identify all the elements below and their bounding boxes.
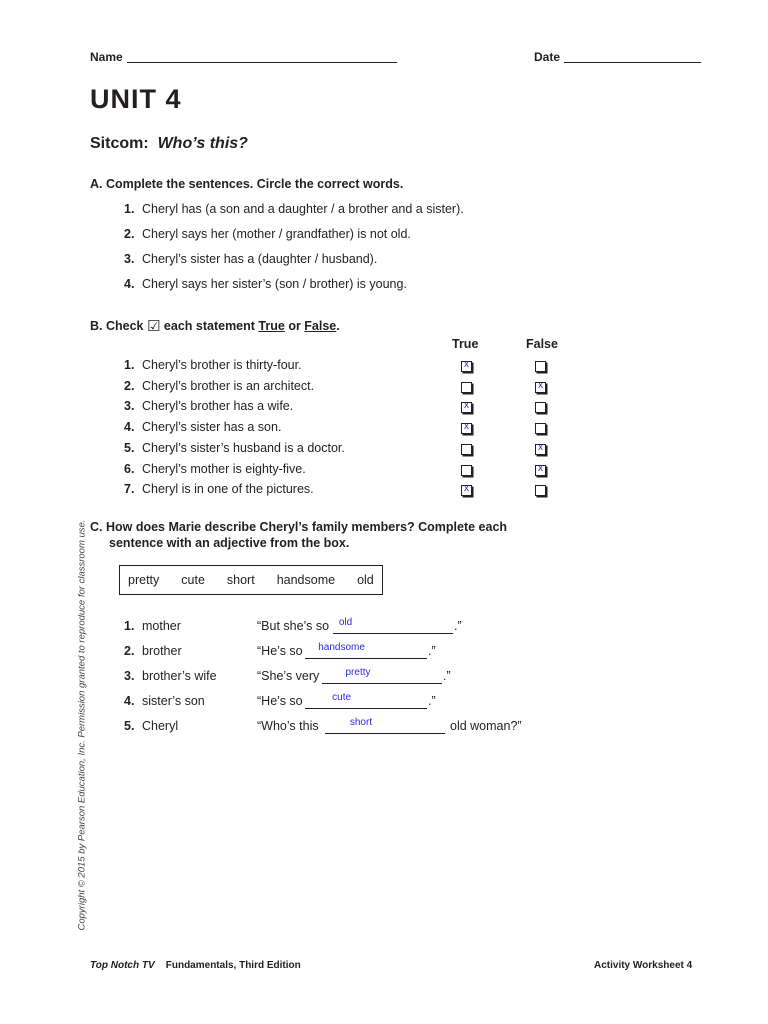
checkbox-false[interactable]: [535, 379, 546, 393]
answer-blank[interactable]: [333, 633, 453, 634]
sentence-end: .”: [443, 669, 451, 683]
name-label: Name: [90, 50, 123, 64]
item-text: Cheryl’s brother is thirty-four.: [142, 358, 302, 372]
item-number: 2.: [124, 227, 135, 241]
section-a-item: [124, 227, 411, 241]
copyright-notice: Copyright © 2015 by Pearson Education, Inc. Permission granted to reproduce for classroom use.: [76, 519, 88, 931]
handwritten-answer: handsome: [318, 642, 365, 653]
sentence-start: “But she’s so: [257, 619, 330, 633]
section-c-heading: C. How does Marie describe Cheryl’s family members? Complete each sentence with an adjective from the box.: [90, 520, 508, 550]
item-number: 4.: [124, 420, 135, 435]
checkbox-true[interactable]: [461, 444, 472, 455]
sentence-start: “Who’s this: [257, 719, 319, 733]
family-member: [124, 644, 182, 658]
column-false-header: False: [526, 337, 558, 351]
unit-title: UNIT 4: [90, 84, 182, 114]
item-text: Cheryl is in one of the pictures.: [142, 482, 314, 497]
sentence-start: “He’s so: [257, 694, 303, 708]
check-mark: x: [538, 379, 543, 391]
sentence-end: .”: [454, 619, 462, 633]
item-text: Cheryl’s sister’s husband is a doctor.: [142, 440, 345, 455]
check-mark: x: [464, 483, 469, 495]
handwritten-answer: cute: [332, 692, 352, 703]
checkbox-false[interactable]: [535, 423, 546, 434]
sitcom-label: Sitcom:: [90, 135, 149, 152]
section-b-heading: B. Check ☑ each statement True or False.: [90, 318, 340, 335]
check-mark: x: [538, 462, 543, 474]
family-member: [124, 694, 205, 708]
checkbox-false[interactable]: [535, 402, 546, 413]
sentence-end: .”: [428, 644, 436, 658]
check-mark: x: [538, 441, 543, 453]
family-member: [124, 619, 181, 633]
word-option: pretty: [128, 573, 160, 587]
answer-blank[interactable]: [305, 708, 427, 709]
item-text: Cheryl’s sister has a (daughter / husband).: [142, 252, 378, 266]
item-number: 7.: [124, 482, 135, 497]
item-number: 5.: [124, 440, 135, 455]
section-b-item: [124, 399, 293, 413]
handwritten-answer: pretty: [345, 667, 371, 678]
item-number: 6.: [124, 461, 135, 476]
family-member: [124, 719, 178, 733]
word-option: old: [357, 573, 374, 587]
section-a-item: [124, 277, 407, 291]
item-text: Cheryl’s brother is an architect.: [142, 378, 315, 393]
checkbox-false[interactable]: [535, 462, 546, 476]
item-number: 4.: [124, 694, 135, 708]
section-a-item: [124, 202, 464, 216]
section-b-item: [124, 379, 314, 393]
item-number: 4.: [124, 277, 135, 291]
answer-blank[interactable]: [325, 733, 445, 734]
item-number: 3.: [124, 669, 135, 683]
handwritten-answer: short: [349, 717, 373, 728]
answer-blank[interactable]: [305, 658, 427, 659]
handwritten-answer: old: [338, 617, 353, 628]
answer-blank[interactable]: [322, 683, 442, 684]
section-b-item: [124, 420, 281, 434]
item-number: 3.: [124, 399, 135, 414]
item-number: 1.: [124, 619, 135, 633]
item-text: Cheryl has (a son and a daughter / a brother and a sister).: [142, 202, 464, 216]
word-option: cute: [181, 573, 205, 587]
item-number: 1.: [124, 202, 135, 216]
sentence-end: .”: [428, 694, 436, 708]
item-number: 3.: [124, 252, 135, 266]
checkbox-true[interactable]: [461, 465, 472, 476]
item-number: 2.: [124, 644, 135, 658]
name-field[interactable]: [127, 62, 397, 63]
date-field[interactable]: [564, 62, 701, 63]
item-text: Cheryl says her (mother / grandfather) is not old.: [142, 227, 411, 241]
section-b-item: [124, 462, 306, 476]
item-text: Cheryl’s sister has a son.: [142, 420, 282, 435]
check-mark: x: [464, 400, 469, 412]
section-b-item: [124, 358, 302, 372]
item-number: 5.: [124, 719, 135, 733]
footer-worksheet: Activity Worksheet 4: [594, 960, 693, 971]
checkbox-checked-icon: ☑: [146, 318, 161, 335]
section-b-item: [124, 441, 345, 455]
checkbox-false[interactable]: [535, 485, 546, 496]
checkbox-true[interactable]: [461, 402, 472, 413]
member-name: mother: [142, 619, 181, 633]
sitcom-title: [90, 135, 248, 153]
word-box: [119, 565, 383, 595]
section-a-item: [124, 252, 377, 266]
sentence-start: “She’s very: [257, 669, 320, 683]
check-mark: x: [464, 421, 469, 433]
member-name: brother: [142, 644, 182, 658]
section-a-heading: A. Complete the sentences. Circle the correct words.: [90, 177, 404, 191]
checkbox-true[interactable]: [461, 423, 472, 434]
column-true-header: True: [452, 337, 479, 351]
footer-series: Top Notch TV Fundamentals, Third Edition: [90, 960, 301, 971]
member-name: sister’s son: [142, 694, 205, 708]
item-number: 2.: [124, 378, 135, 393]
item-number: 1.: [124, 358, 135, 372]
sentence-end: old woman?”: [450, 719, 522, 733]
checkbox-true[interactable]: [461, 361, 472, 372]
word-option: short: [226, 573, 255, 587]
member-name: Cheryl: [142, 719, 179, 733]
checkbox-true[interactable]: [461, 382, 472, 393]
section-b-item: [124, 482, 314, 496]
family-member: [124, 669, 217, 683]
sentence-start: “He’s so: [257, 644, 303, 658]
checkbox-true[interactable]: [461, 485, 472, 496]
item-text: Cheryl says her sister’s (son / brother) is young.: [142, 277, 407, 291]
word-option: handsome: [276, 573, 336, 587]
check-mark: x: [464, 359, 469, 370]
item-text: Cheryl’s brother has a wife.: [142, 399, 294, 414]
item-text: Cheryl’s mother is eighty-five.: [142, 461, 306, 476]
member-name: brother’s wife: [142, 669, 217, 683]
checkbox-false[interactable]: [535, 441, 546, 455]
sitcom-episode: Who’s this?: [157, 135, 248, 152]
date-label: Date: [534, 50, 561, 64]
checkbox-false[interactable]: [535, 361, 546, 372]
